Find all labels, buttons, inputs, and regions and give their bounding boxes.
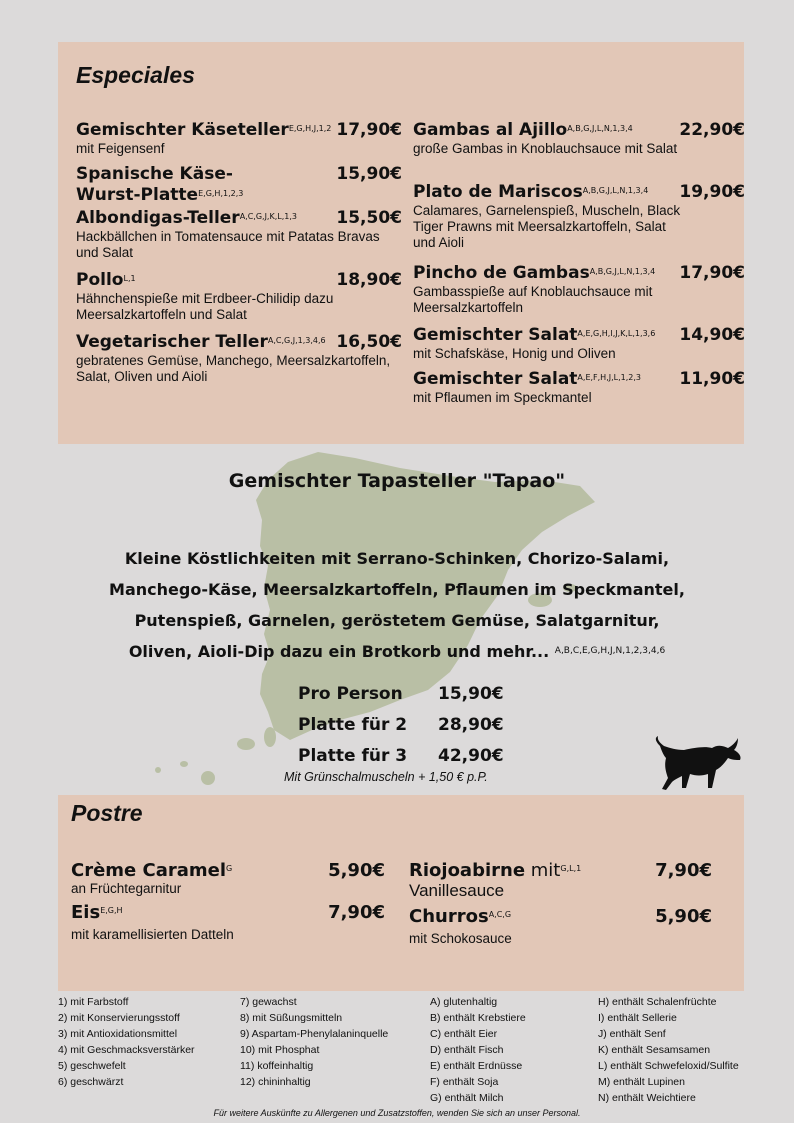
menu-item bbox=[413, 182, 745, 263]
legend-entry: 6) geschwärzt bbox=[58, 1076, 124, 1088]
canary-island bbox=[180, 761, 188, 767]
postre-title: Postre bbox=[71, 800, 143, 826]
item-price: 17,90€ bbox=[336, 120, 402, 140]
item-description: mit Schafskäse, Honig und Oliven bbox=[413, 346, 616, 361]
legend-column-allergens-1 bbox=[430, 994, 526, 1106]
allergen-codes: E,G,H,1,2,3 bbox=[198, 189, 244, 198]
price-value: 15,90€ bbox=[438, 684, 504, 704]
postre-left-column bbox=[71, 860, 385, 943]
canary-island bbox=[264, 727, 276, 747]
item-name: Riojoabirne mit$^{G,L,1}$ bbox=[409, 860, 582, 881]
item-description: gebratenes Gemüse, Manchego, Meersalzkartoffeln, Salat, Oliven und Aioli bbox=[76, 353, 391, 384]
menu-item bbox=[71, 902, 385, 943]
tapas-line-last: Oliven, Aioli-Dip dazu ein Brotkorb und mehr... $^{A,B,C,E,G,H,J,N,1,2,3,4,6}$ bbox=[128, 642, 666, 661]
tapas-title: Gemischter Tapasteller "Tapao" bbox=[228, 470, 566, 492]
allergen-codes: A,C,G bbox=[488, 910, 512, 919]
allergen-codes: A,E,F,H,J,L,1,2,3 bbox=[577, 373, 641, 382]
item-name: Eis$^{E,G,H}$ bbox=[71, 902, 123, 923]
menu-item bbox=[76, 208, 402, 270]
legend-column-additives-1 bbox=[58, 994, 195, 1090]
allergen-codes: A,C,G,J,1,3,4,6 bbox=[267, 336, 326, 345]
item-description: mit Feigensenf bbox=[76, 141, 165, 156]
tapas-line: Kleine Köstlichkeiten mit Serrano-Schinken, Chorizo-Salami, bbox=[124, 549, 670, 568]
item-name: Spanische Käse-Wurst-Platte$^{E,G,H,1,2,3}$ bbox=[76, 164, 244, 205]
menu-item bbox=[76, 164, 402, 208]
legend-entry: 8) mit Süßungsmitteln bbox=[240, 1012, 343, 1024]
tapas-line: Putenspieß, Garnelen, geröstetem Gemüse, Salatgarnitur, bbox=[134, 611, 660, 630]
canary-island bbox=[237, 738, 255, 750]
especiales-right-column bbox=[413, 120, 745, 406]
menu-item bbox=[71, 860, 385, 902]
item-price: 7,90€ bbox=[655, 860, 712, 881]
allergen-codes: A,B,G,J,L,N,1,3,4 bbox=[589, 267, 656, 276]
menu-item bbox=[413, 120, 745, 182]
item-description: mit Pflaumen im Speckmantel bbox=[413, 390, 592, 405]
allergen-codes: G,L,1 bbox=[560, 864, 582, 873]
price-value: 28,90€ bbox=[438, 715, 504, 735]
price-label: Pro Person bbox=[298, 684, 403, 704]
item-price: 17,90€ bbox=[679, 263, 745, 283]
legend-entry: 9) Aspartam-Phenylalaninquelle bbox=[240, 1028, 389, 1040]
postre-right-column bbox=[409, 860, 712, 947]
especiales-left-column bbox=[76, 120, 402, 385]
menu-item bbox=[409, 860, 712, 906]
item-price: 11,90€ bbox=[679, 369, 745, 389]
allergen-codes: A,B,C,E,G,H,J,N,1,2,3,4,6 bbox=[554, 646, 666, 656]
item-description: Calamares, Garnelenspieß, Muscheln, Black Tiger Prawns mit Meersalzkartoffeln, Salat und Aioli bbox=[413, 203, 681, 250]
item-price: 5,90€ bbox=[328, 860, 385, 881]
price-label: Platte für 2 bbox=[298, 715, 408, 735]
canary-island bbox=[201, 771, 215, 785]
allergen-codes: A,C,G,J,K,L,1,3 bbox=[239, 212, 297, 221]
bull-icon bbox=[652, 734, 744, 792]
legend-entry: H) enthält Schalenfrüchte bbox=[598, 996, 717, 1008]
legend-entry: C) enthält Eier bbox=[430, 1028, 498, 1040]
menu-item bbox=[413, 325, 745, 369]
tapas-description bbox=[0, 543, 794, 667]
legend-entry: 1) mit Farbstoff bbox=[58, 996, 129, 1008]
menu-item bbox=[76, 332, 402, 385]
legend-entry: K) enthält Sesamsamen bbox=[598, 1044, 711, 1056]
legend-column-additives-2 bbox=[240, 994, 388, 1090]
legend-entry: 12) chininhaltig bbox=[240, 1076, 311, 1088]
legend-entry: D) enthält Fisch bbox=[430, 1044, 504, 1056]
item-description: große Gambas in Knoblauchsauce mit Salat bbox=[413, 141, 678, 156]
item-description: Gambasspieße auf Knoblauchsauce mit Meersalzkartoffeln bbox=[413, 284, 653, 315]
menu-item bbox=[413, 263, 745, 325]
legend-entry: M) enthält Lupinen bbox=[598, 1076, 685, 1088]
item-name: Gemischter Käseteller$^{E,G,H,J,1,2}$ bbox=[76, 120, 332, 140]
legend-entry: J) enthält Senf bbox=[598, 1028, 666, 1040]
item-description: Hackbällchen in Tomatensauce mit Patatas Bravas und Salat bbox=[76, 229, 380, 260]
price-label: Platte für 3 bbox=[298, 746, 408, 766]
item-name: Vegetarischer Teller$^{A,C,G,J,1,3,4,6}$ bbox=[76, 332, 326, 352]
mussel-surcharge-note: Mit Grünschalmuscheln + 1,50 € p.P. bbox=[284, 770, 488, 784]
legend-entry: 5) geschwefelt bbox=[58, 1060, 126, 1072]
allergen-codes: A,E,G,H,I,J,K,L,1,3,6 bbox=[577, 329, 656, 338]
legend-entry: 4) mit Geschmacksverstärker bbox=[58, 1044, 195, 1056]
legend-entry: 3) mit Antioxidationsmittel bbox=[58, 1028, 178, 1040]
item-price: 7,90€ bbox=[328, 902, 385, 923]
item-description: Hähnchenspieße mit Erdbeer-Chilidip dazu Meersalzkartoffeln und Salat bbox=[76, 291, 334, 322]
legend-entry: I) enthält Sellerie bbox=[598, 1012, 677, 1024]
menu-item bbox=[76, 120, 402, 164]
item-name: Pollo$^{L,1}$ bbox=[76, 270, 136, 290]
item-price: 16,50€ bbox=[336, 332, 402, 352]
menu-item bbox=[413, 369, 745, 406]
item-name: Pincho de Gambas$^{A,B,G,J,L,N,1,3,4}$ bbox=[413, 263, 656, 283]
item-description: mit Schokosauce bbox=[409, 931, 512, 946]
item-description: mit karamellisierten Datteln bbox=[71, 927, 234, 942]
legend-entry: 2) mit Konservierungsstoff bbox=[58, 1012, 180, 1024]
legend-entry: B) enthält Krebstiere bbox=[430, 1012, 526, 1024]
allergen-info-footer: Für weitere Auskünfte zu Allergenen und Zusatzstoffen, wenden Sie sich an unser Personal. bbox=[213, 1108, 581, 1118]
legend-entry: N) enthält Weichtiere bbox=[598, 1092, 696, 1104]
legend-entry: F) enthält Soja bbox=[430, 1076, 499, 1088]
especiales-title: Especiales bbox=[76, 62, 195, 88]
menu-item bbox=[76, 270, 402, 332]
item-price: 19,90€ bbox=[679, 182, 745, 202]
allergen-codes: E,G,H,J,1,2 bbox=[288, 124, 332, 133]
item-price: 5,90€ bbox=[655, 906, 712, 927]
item-name: Plato de Mariscos$^{A,B,G,J,L,N,1,3,4}$ bbox=[413, 182, 649, 202]
legend-column-allergens-2 bbox=[598, 994, 739, 1106]
legend-entry: A) glutenhaltig bbox=[430, 996, 498, 1008]
allergen-codes: L,1 bbox=[123, 274, 136, 283]
item-name: Churros$^{A,C,G}$ bbox=[409, 906, 512, 927]
item-name: Gambas al Ajillo$^{A,B,G,J,L,N,1,3,4}$ bbox=[413, 120, 633, 140]
allergen-codes: E,G,H bbox=[100, 906, 123, 915]
item-price: 22,90€ bbox=[679, 120, 745, 140]
item-name: Gemischter Salat$^{A,E,G,H,I,J,K,L,1,3,6}$ bbox=[413, 325, 656, 345]
item-description: an Früchtegarnitur bbox=[71, 881, 182, 896]
legend-entry: 11) koffeinhaltig bbox=[240, 1060, 314, 1072]
allergen-codes: A,B,G,J,L,N,1,3,4 bbox=[567, 124, 633, 133]
menu-item bbox=[409, 906, 712, 947]
price-value: 42,90€ bbox=[438, 746, 504, 766]
legend-entry: 7) gewachst bbox=[240, 996, 297, 1008]
legend-entry: 10) mit Phosphat bbox=[240, 1044, 320, 1056]
item-price: 15,90€ bbox=[336, 164, 402, 184]
item-price: 14,90€ bbox=[679, 325, 745, 345]
allergen-codes: G bbox=[226, 864, 233, 873]
tapas-line: Manchego-Käse, Meersalzkartoffeln, Pflaumen im Speckmantel, bbox=[109, 580, 685, 599]
legend-entry: E) enthält Erdnüsse bbox=[430, 1060, 523, 1072]
legend-entry: G) enthält Milch bbox=[430, 1092, 504, 1104]
item-description: Vanillesauce bbox=[409, 881, 505, 900]
item-name: Crème Caramel$^G$ bbox=[71, 860, 233, 881]
item-price: 15,50€ bbox=[336, 208, 402, 228]
legend-entry: L) enthält Schwefeloxid/Sulfite bbox=[598, 1060, 739, 1072]
item-price: 18,90€ bbox=[336, 270, 402, 290]
canary-island bbox=[155, 767, 161, 773]
item-name: Albondigas-Teller$^{A,C,G,J,K,L,1,3}$ bbox=[76, 208, 297, 228]
item-name: Gemischter Salat$^{A,E,F,H,J,L,1,2,3}$ bbox=[413, 369, 641, 389]
allergen-codes: A,B,G,J,L,N,1,3,4 bbox=[582, 186, 649, 195]
